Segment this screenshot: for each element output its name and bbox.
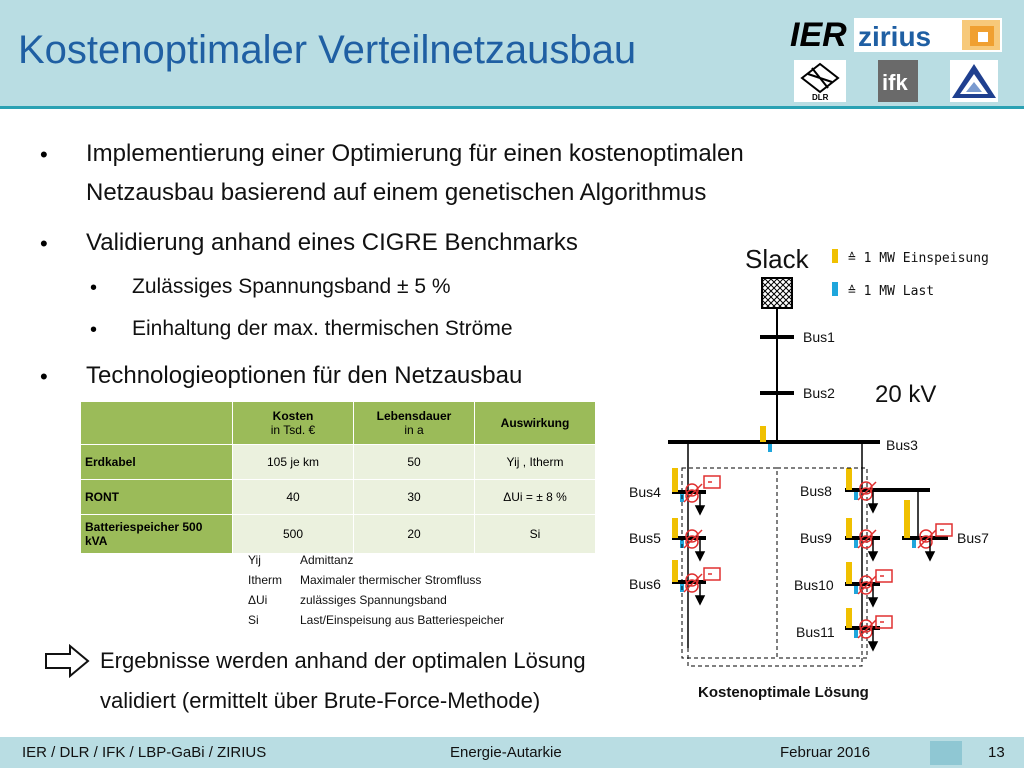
bus7-label: Bus7: [957, 530, 989, 546]
upgrade-symbols: [684, 476, 952, 638]
page-title: Kostenoptimaler Verteilnetzausbau: [18, 28, 637, 72]
conclusion-line-1: Ergebnisse werden anhand der optimalen Lösung: [100, 648, 586, 673]
footer-date: Februar 2016: [780, 744, 871, 761]
bus11-label: Bus11: [796, 624, 835, 640]
bus5-label: Bus5: [629, 530, 661, 546]
cell-auswirkung: ΔUi = ± 8 %: [475, 480, 596, 515]
bullet-3: Technologieoptionen für den Netzausbau: [86, 362, 523, 389]
legend-symbol: Yij: [248, 553, 261, 567]
header-auswirkung: Auswirkung: [475, 402, 596, 445]
conclusion-line-2: validiert (ermittelt über Brute-Force-Methode): [100, 688, 541, 713]
voltage-label: 20 kV: [875, 381, 937, 408]
bus2-label: Bus2: [803, 385, 835, 401]
cell-kosten: 40: [233, 480, 354, 515]
page-number: 13: [988, 744, 1005, 761]
bus10-label: Bus10: [794, 577, 834, 593]
svg-text:ifk: ifk: [882, 70, 908, 95]
legend-symbol: ΔUi: [248, 593, 268, 607]
generation-legend-label: ≙ 1 MW Einspeisung: [848, 251, 989, 266]
bus8-label: Bus8: [800, 483, 832, 499]
bullet-1-line-1: Implementierung einer Optimierung für einen kostenoptimalen: [86, 140, 744, 167]
footer-institutes: IER / DLR / IFK / LBP-GaBi / ZIRIUS: [22, 744, 267, 761]
load-legend-swatch: [832, 282, 838, 296]
sub-bullet-marker: •: [90, 277, 98, 299]
bus4-label: Bus4: [629, 484, 661, 500]
bus3-label: Bus3: [886, 437, 918, 453]
row-name: RONT: [81, 480, 233, 515]
slack-label: Slack: [745, 244, 809, 274]
sub-bullet-2: Einhaltung der max. thermischen Ströme: [132, 317, 513, 340]
slack-busbar: [762, 278, 792, 308]
cell-lebensdauer: 50: [354, 445, 475, 480]
bullet-2: Validierung anhand eines CIGRE Benchmarks: [86, 229, 578, 256]
header-kosten: Kosten in Tsd. €: [233, 402, 354, 445]
row-name: Erdkabel: [81, 445, 233, 480]
legend-description: Maximaler thermischer Stromfluss: [300, 573, 482, 587]
bullet-1-line-2: Netzausbau basierend auf einem genetischen Algorithmus: [86, 179, 707, 206]
solution-boundary-left: [682, 468, 777, 658]
footer-project: Energie-Autarkie: [450, 744, 562, 761]
bus6-label: Bus6: [629, 576, 661, 592]
ier-logo: IER: [790, 16, 847, 54]
svg-text:zirius: zirius: [858, 21, 932, 52]
svg-text:DLR: DLR: [812, 93, 829, 102]
legend-description: Last/Einspeisung aus Batteriespeicher: [300, 613, 505, 627]
bus9-label: Bus9: [800, 530, 832, 546]
row-name: Batteriespeicher 500 kVA: [81, 515, 233, 554]
solution-label: Kostenoptimale Lösung: [698, 684, 869, 701]
bullet-marker: •: [40, 142, 48, 167]
sub-bullet-marker: •: [90, 319, 98, 341]
legend-description: Admittanz: [300, 553, 354, 567]
bus1-label: Bus1: [803, 329, 835, 345]
cell-auswirkung: Si: [475, 515, 596, 554]
cell-lebensdauer: 30: [354, 480, 475, 515]
cell-auswirkung: Yij , Itherm: [475, 445, 596, 480]
header-lebensdauer: Lebensdauer in a: [354, 402, 475, 445]
legend-symbol: Si: [248, 613, 259, 627]
footer-bar: [0, 737, 1024, 768]
bullet-marker: •: [40, 231, 48, 256]
legend-symbol: Itherm: [248, 573, 283, 587]
cell-kosten: 500: [233, 515, 354, 554]
cell-lebensdauer: 20: [354, 515, 475, 554]
bullet-marker: •: [40, 364, 48, 389]
footer-accent-box: [930, 741, 962, 765]
generation-legend-swatch: [832, 249, 838, 263]
cell-kosten: 105 je km: [233, 445, 354, 480]
load-legend-label: ≙ 1 MW Last: [848, 284, 935, 299]
legend-description: zulässiges Spannungsband: [300, 593, 447, 607]
sub-bullet-1: Zulässiges Spannungsband ± 5 %: [132, 275, 451, 298]
